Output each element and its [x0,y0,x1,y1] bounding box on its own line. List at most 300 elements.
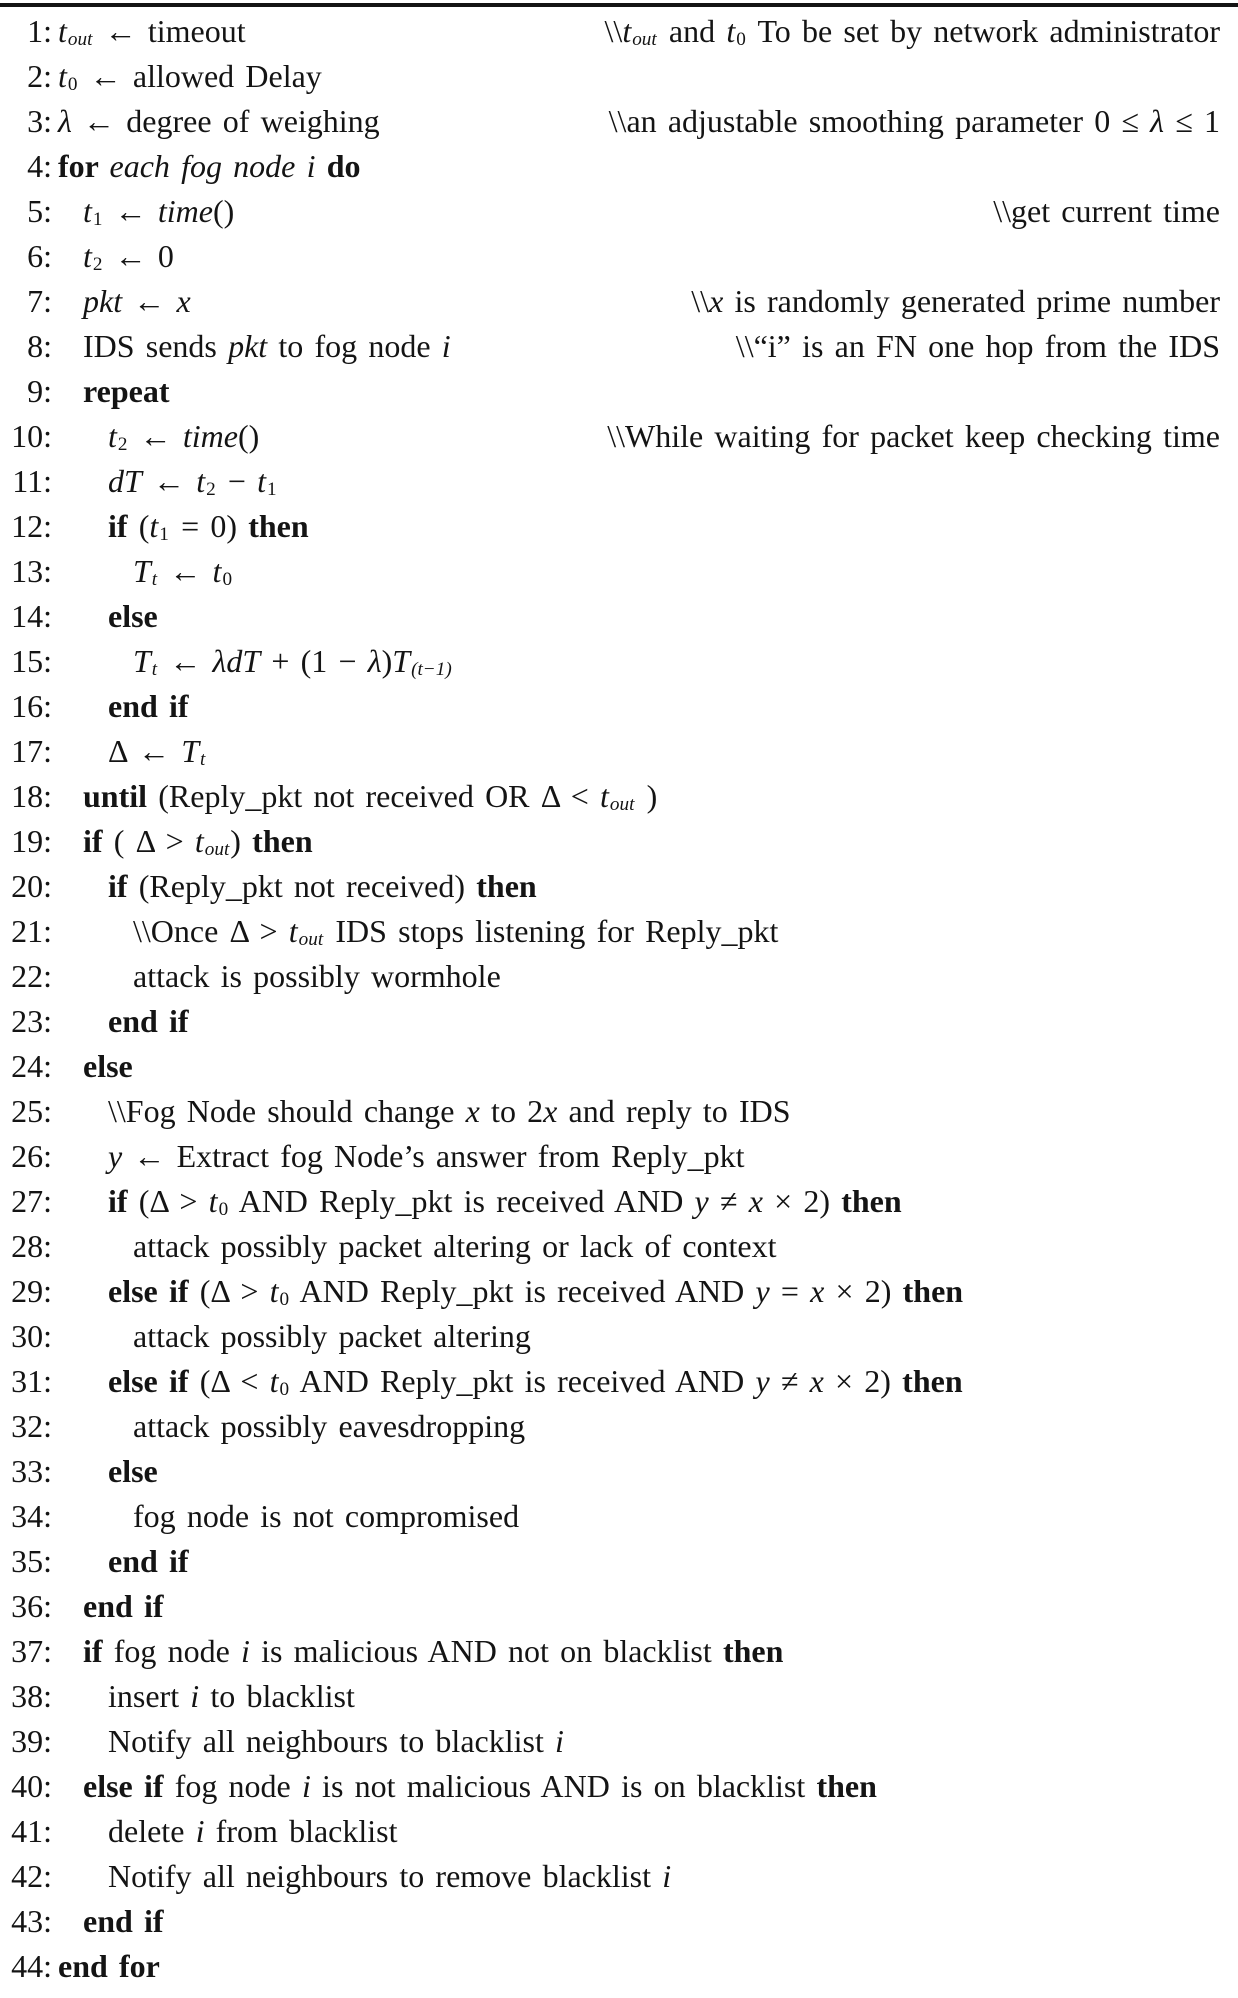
algo-line [0,1449,1238,1494]
algo-line [0,1269,1238,1314]
text-run: time [182,418,238,454]
text-run: i [301,1768,311,1804]
algo-line [0,1944,1238,1989]
algo-line [0,279,1238,324]
algo-line [0,189,1238,234]
subscript-text: 0 [218,1199,229,1221]
algo-line [0,549,1238,594]
line-comment [593,414,1220,459]
algo-line [0,234,1238,279]
line-number: 25: [11,1093,52,1129]
text-run: attack possibly packet altering [133,1318,531,1354]
text-run: is randomly generated prime number [723,283,1220,319]
text-run: ← [122,283,177,319]
line-code [108,864,537,909]
keyword-text: else [108,1453,158,1489]
text-run: T [181,733,200,769]
subscript-text: 0 [67,74,78,96]
text-run: = [769,1273,811,1309]
keyword-text: then [722,1633,784,1669]
algo-line [0,1089,1238,1134]
text-run: \\“i” is an FN one hop from the IDS [735,328,1220,364]
text-run: y [755,1363,770,1399]
text-run: \\get current time [993,193,1220,229]
line-code [133,1494,519,1539]
line-comment [595,99,1220,144]
text-run: fog node [174,1768,302,1804]
text-run: T [133,553,151,589]
text-run: fog node [113,1633,242,1669]
line-number: 40: [11,1768,52,1804]
text-run: t [257,463,267,499]
text-run: () [237,418,260,454]
algo-line [0,1764,1238,1809]
text-run: × 2) [824,1273,903,1309]
text-run: λ [58,103,72,139]
text-run: + (1 − [260,643,368,679]
line-number: 19: [11,823,52,859]
subscript-text: 0 [222,569,233,591]
text-run: ≠ [708,1183,749,1219]
line-code [108,1359,963,1409]
line-number: 8: [27,328,52,364]
text-run: \\ [691,283,710,319]
text-run: × 2) [762,1183,842,1219]
text-run: Δ ← [108,733,182,769]
text-run: ) [230,823,253,859]
line-code [108,594,158,639]
text-run: x [809,1363,824,1399]
text-run: ← degree of weighing [71,103,380,139]
keyword-text: then [252,823,313,859]
text-run: t [194,823,204,859]
line-number: 41: [11,1813,52,1849]
text-run: delete [108,1813,196,1849]
subscript-text: out [298,929,324,951]
text-run: i [195,1813,205,1849]
text-run: ( Δ > [113,823,195,859]
line-code [108,1719,564,1764]
line-number: 34: [11,1498,52,1534]
line-number: 31: [11,1363,52,1399]
subscript-text: (t−1) [411,659,452,681]
line-number: 17: [11,733,52,769]
line-number: 42: [11,1858,52,1894]
text-run: t [83,238,92,274]
keyword-text: if [83,1633,114,1669]
subscript-text: 2 [92,254,103,276]
text-run: IDS sends [83,328,229,364]
keyword-text: end for [58,1948,160,1984]
text-run: x [810,1273,825,1309]
algo-line [0,684,1238,729]
line-comment [979,189,1220,234]
subscript-text: t [151,569,158,591]
keyword-text: else if [83,1768,175,1804]
text-run: (Δ < [199,1363,270,1399]
algo-line [0,1359,1238,1404]
text-run: from blacklist [204,1813,398,1849]
algo-line [0,1494,1238,1539]
algo-line [0,774,1238,819]
line-number: 14: [11,598,52,634]
text-run: x [543,1093,558,1129]
algo-line [0,954,1238,999]
line-code [58,54,322,104]
line-code [108,1269,963,1319]
text-run: Notify all neighbours to remove blacklist [108,1858,663,1894]
line-number: 6: [27,238,52,274]
keyword-text: end if [108,688,189,724]
keyword-text: do [326,148,361,184]
algo-line [0,1314,1238,1359]
text-run: IDS stops listening for Reply_pkt [324,913,779,949]
text-run: t [58,58,67,94]
text-run: and reply to IDS [557,1093,791,1129]
text-run: t [269,1363,279,1399]
text-run: ( [138,508,150,544]
line-number: 21: [11,913,52,949]
text-run: t [622,13,632,49]
text-run: \\ [604,13,623,49]
subscript-text: 2 [117,434,128,456]
keyword-text: if [108,868,139,904]
line-code [58,9,246,59]
line-code [83,1764,877,1809]
algo-line [0,504,1238,549]
line-number: 2: [27,58,52,94]
algo-line [0,729,1238,774]
line-number: 16: [11,688,52,724]
keyword-text: for [58,148,110,184]
line-code [108,729,206,779]
line-number: 32: [11,1408,52,1444]
text-run: t [108,418,117,454]
text-run: i [441,328,451,364]
line-number: 12: [11,508,52,544]
algo-line [0,1629,1238,1674]
text-run: i [555,1723,564,1759]
algo-line [0,369,1238,414]
text-run: ← [158,553,213,589]
text-run: ← allowed Delay [78,58,322,94]
algo-line [0,1674,1238,1719]
line-code [133,1224,777,1269]
text-run: Notify all neighbours to blacklist [108,1723,556,1759]
text-run: ← [128,418,183,454]
line-number: 15: [11,643,52,679]
text-run: attack possibly packet altering or lack of context [133,1228,777,1264]
algo-line [0,144,1238,189]
line-number: 29: [11,1273,52,1309]
text-run: t [269,1273,279,1309]
text-run: t [288,913,298,949]
algo-line [0,999,1238,1044]
keyword-text: else if [108,1273,200,1309]
keyword-text: then [902,1273,964,1309]
algo-line [0,324,1238,369]
line-number: 3: [27,103,52,139]
line-number: 18: [11,778,52,814]
text-run: \\an adjustable smoothing parameter 0 ≤ [608,103,1151,139]
text-run: λ [367,643,382,679]
algo-line [0,1224,1238,1269]
text-run: t [212,553,222,589]
text-run: t [83,193,92,229]
text-run: to fog node [267,328,442,364]
line-code [83,324,451,369]
text-run: AND Reply_pkt is received AND [229,1183,695,1219]
line-code [108,999,189,1044]
keyword-text: then [248,508,309,544]
text-run: × 2) [823,1363,903,1399]
algo-line [0,1179,1238,1224]
subscript-text: out [609,794,635,816]
text-run: pkt [83,283,123,319]
keyword-text: then [816,1768,877,1804]
keyword-text: end if [108,1003,189,1039]
line-number: 39: [11,1723,52,1759]
text-run: T [133,643,151,679]
text-run: ) [635,778,658,814]
line-code [108,1809,398,1854]
line-code [83,1044,133,1089]
line-code [108,1179,902,1229]
algo-line [0,1539,1238,1584]
text-run: x [748,1183,763,1219]
text-run: ← [158,643,213,679]
text-run: i [190,1678,200,1714]
line-number: 27: [11,1183,52,1219]
line-code [83,774,657,824]
keyword-text: end if [83,1903,164,1939]
keyword-text: until [83,778,159,814]
line-number: 22: [11,958,52,994]
line-code [133,1404,525,1449]
text-run: \\Once Δ > [133,913,289,949]
algo-line [0,1404,1238,1449]
keyword-text: if [83,823,114,859]
line-code [83,369,169,414]
text-run: λ [1150,103,1165,139]
line-number: 36: [11,1588,52,1624]
algo-line [0,414,1238,459]
line-number: 11: [12,463,52,499]
algo-line [0,639,1238,684]
keyword-text: else [83,1048,133,1084]
algo-line [0,9,1238,54]
line-number: 26: [11,1138,52,1174]
text-run: = 0) [169,508,249,544]
line-code [83,1584,164,1629]
algo-line [0,1584,1238,1629]
line-code [83,1629,783,1674]
text-run: (Reply_pkt not received OR Δ < [158,778,600,814]
line-code [133,639,453,689]
text-run: ≠ [769,1363,810,1399]
text-run: AND Reply_pkt is received AND [290,1363,756,1399]
line-number: 44: [11,1948,52,1984]
text-run: dT [108,463,142,499]
line-code [58,99,380,144]
line-comment [591,9,1220,59]
line-number: 13: [11,553,52,589]
keyword-text: else [108,598,158,634]
text-run: i [241,1633,250,1669]
algo-line [0,459,1238,504]
text-run: insert [108,1678,191,1714]
line-number: 9: [27,373,52,409]
line-code [108,684,189,729]
algorithm-figure [0,3,1238,1989]
text-run: and [657,13,727,49]
subscript-text: 1 [92,209,103,231]
algo-line [0,54,1238,99]
text-run: ← [141,463,197,499]
line-code [108,1674,355,1719]
algo-line [0,1809,1238,1854]
text-run: to 2 [479,1093,544,1129]
line-code [133,954,501,999]
text-run: (Δ > [199,1273,270,1309]
text-run: y [108,1138,123,1174]
line-code [58,1944,160,1989]
line-comment [677,279,1220,324]
text-run: ← Extract fog Node’s answer from Reply_pkt [122,1138,745,1174]
text-run: attack possibly eavesdropping [133,1408,526,1444]
algo-line [0,1719,1238,1764]
subscript-text: out [632,29,657,51]
text-run: y [694,1183,709,1219]
line-number: 7: [27,283,52,319]
text-run: T [392,643,411,679]
subscript-text: 1 [267,479,277,501]
line-number: 35: [11,1543,52,1579]
line-number: 23: [11,1003,52,1039]
line-number: 24: [11,1048,52,1084]
text-run: pkt [228,328,268,364]
text-run: t [726,13,736,49]
text-run: (Δ > [138,1183,209,1219]
line-number: 20: [11,868,52,904]
subscript-text: out [67,29,93,51]
keyword-text: then [476,868,537,904]
line-code [108,1854,671,1899]
text-run: To be set by network administrator [746,13,1220,49]
line-code [133,909,778,959]
text-run: x [709,283,724,319]
text-run: t [208,1183,218,1219]
line-code [108,1089,791,1134]
line-code [83,279,191,324]
line-number: 43: [11,1903,52,1939]
text-run: \\Fog Node should change [108,1093,466,1129]
line-code [83,234,174,284]
line-number: 1: [27,13,52,49]
line-code [83,189,234,239]
keyword-text: end if [108,1543,189,1579]
algo-line [0,1044,1238,1089]
text-run: − [216,463,258,499]
line-code [83,1899,164,1944]
line-number: 4: [27,148,52,184]
text-run: ← timeout [93,13,246,49]
algo-line [0,1899,1238,1944]
subscript-text: 0 [736,29,746,51]
line-number: 38: [11,1678,52,1714]
text-run: AND Reply_pkt is received AND [290,1273,756,1309]
line-number: 10: [11,418,52,454]
subscript-text: 2 [206,479,216,501]
line-code [108,1539,189,1584]
text-run: t [196,463,206,499]
keyword-text: end if [83,1588,164,1624]
line-number: 33: [11,1453,52,1489]
subscript-text: t [151,659,158,681]
line-number: 30: [11,1318,52,1354]
text-run: \\While waiting for packet keep checking time [607,418,1220,454]
line-code [108,504,309,554]
text-run: (Reply_pkt not received) [138,868,477,904]
subscript-text: 1 [159,524,169,546]
text-run: x [465,1093,480,1129]
subscript-text: out [204,839,230,861]
text-run: ≤ 1 [1164,103,1220,139]
line-code [133,1314,531,1359]
line-code [133,549,233,599]
text-run: attack is possibly wormhole [133,958,501,994]
text-run: time [157,193,213,229]
text-run: ← 0 [103,238,174,274]
text-run: λdT [212,643,261,679]
text-run: to blacklist [199,1678,355,1714]
line-code [108,414,259,464]
keyword-text: then [841,1183,902,1219]
algo-line [0,909,1238,954]
text-run: i [662,1858,672,1894]
text-run: each fog node i [109,148,327,184]
keyword-text: then [902,1363,963,1399]
text-run: fog node is not compromised [133,1498,520,1534]
subscript-text: 0 [279,1379,290,1401]
algorithm-listing [0,7,1238,1989]
text-run: t [58,13,67,49]
line-code [108,459,278,509]
text-run: t [599,778,609,814]
algo-line [0,819,1238,864]
keyword-text: else if [108,1363,200,1399]
text-run: is not malicious AND is on blacklist [310,1768,817,1804]
algo-line [0,1854,1238,1899]
subscript-text: t [200,749,206,771]
line-code [108,1449,158,1494]
keyword-text: repeat [83,373,170,409]
text-run: () [212,193,235,229]
text-run: ) [381,643,393,679]
algo-line [0,594,1238,639]
line-code [108,1134,744,1179]
line-number: 37: [11,1633,52,1669]
text-run: y [755,1273,770,1309]
algo-line [0,99,1238,144]
keyword-text: if [108,508,139,544]
line-number: 28: [11,1228,52,1264]
line-number: 5: [27,193,52,229]
keyword-text: if [108,1183,139,1219]
text-run: x [176,283,191,319]
algo-line [0,864,1238,909]
line-comment [722,324,1220,369]
